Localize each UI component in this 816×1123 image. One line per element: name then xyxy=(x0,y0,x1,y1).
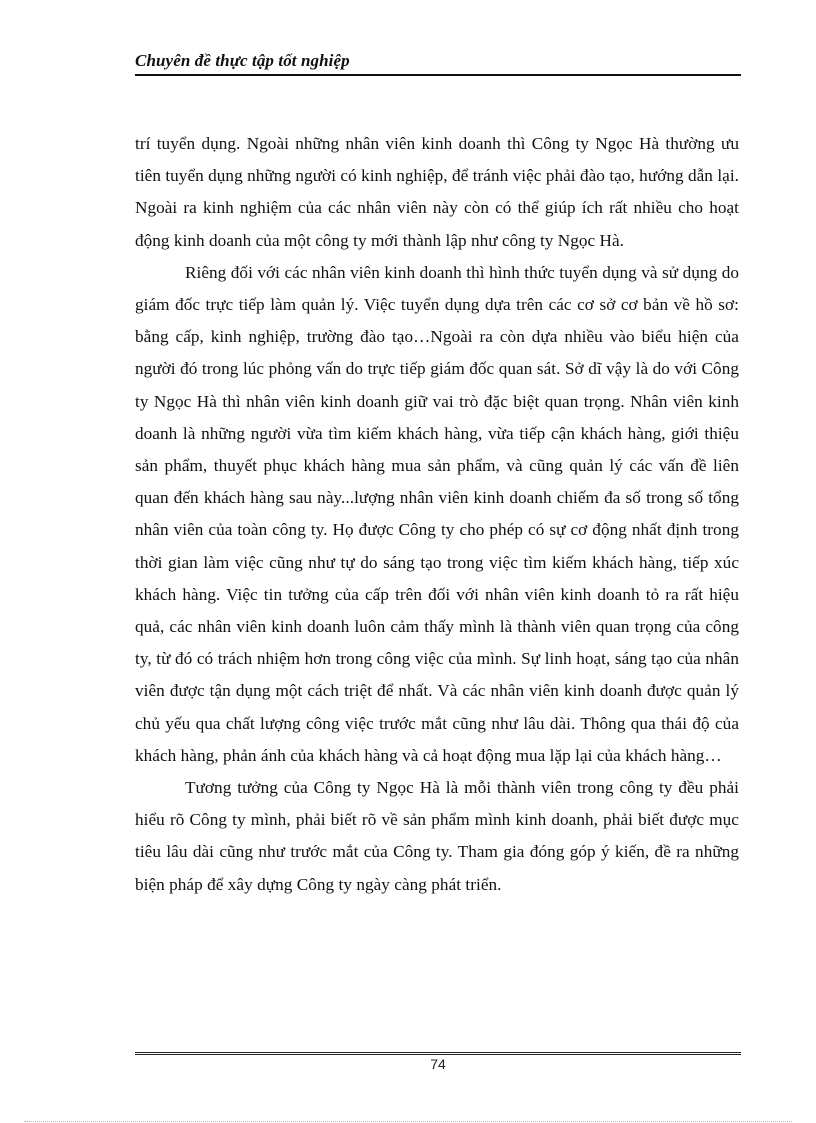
footer-divider xyxy=(135,1052,741,1055)
paragraph-3: Tương tưởng của Công ty Ngọc Hà là mỗi thành viên trong công ty đều phải hiểu rõ Công ty mình, phải biết rõ về sản phẩm mình kinh doanh, phải biết được mục tiêu lâu dài cũng như trước mắt của Công ty. Tham gia đóng góp ý kiến, đề ra những biện pháp để xây dựng Công ty ngày càng phát triển. xyxy=(135,778,739,894)
page-header xyxy=(135,46,741,76)
document-body xyxy=(135,128,739,901)
header-title: Chuyên đề thực tập tốt nghiệp xyxy=(135,51,350,70)
paragraph-2: Riêng đối với các nhân viên kinh doanh thì hình thức tuyển dụng và sử dụng do giám đốc trực tiếp làm quản lý. Việc tuyển dụng dựa trên các cơ sở cơ bản về hồ sơ: bằng cấp, kinh nghiệp, trường đào tạo…Ngoài ra còn dựa nhiều vào biểu hiện của người đó trong lúc phỏng vấn do trực tiếp giám đốc quan sát. Sở dĩ vậy là do với Công ty Ngọc Hà thì nhân viên kinh doanh giữ vai trò đặc biệt quan trọng. Nhân viên kinh doanh là những người vừa tìm kiếm khách hàng, vừa tiếp cận khách hàng, giới thiệu sản phẩm, thuyết phục khách hàng mua sản phẩm, và cũng quản lý các vấn đề liên quan đến khách hàng sau này...lượng nhân viên kinh doanh chiếm đa số trong số tổng nhân viên của toàn công ty. Họ được Công ty cho phép có sự cơ động nhất định trong thời gian làm việc cũng như tự do sáng tạo trong việc tìm kiếm khách hàng, tiếp xúc khách hàng. Việc tin tưởng của cấp trên đối với nhân viên kinh doanh tỏ ra rất hiệu quả, các nhân viên kinh doanh luôn cảm thấy mình là thành viên quan trọng của công ty, từ đó có trách nhiệm hơn trong công việc của mình. Sự linh hoạt, sáng tạo của nhân viên được tận dụng một cách triệt để nhất. Và các nhân viên kinh doanh được quản lý chủ yếu qua chất lượng công việc trước mắt cũng như lâu dài. Thông qua thái độ của khách hàng, phản ánh của khách hàng và cả hoạt động mua lặp lại của khách hàng… xyxy=(135,262,739,765)
page-bottom-border xyxy=(24,1121,792,1122)
paragraph-1: trí tuyển dụng. Ngoài những nhân viên kinh doanh thì Công ty Ngọc Hà thường ưu tiên tuyển dụng những người có kinh nghiệp, để tránh việc phải đào tạo, hướng dẫn lại. Ngoài ra kinh nghiệm của các nhân viên này còn có thể giúp ích rất nhiều cho hoạt động kinh doanh của một công ty mới thành lập như công ty Ngọc Hà. xyxy=(135,134,739,250)
page-number: 74 xyxy=(430,1056,446,1072)
